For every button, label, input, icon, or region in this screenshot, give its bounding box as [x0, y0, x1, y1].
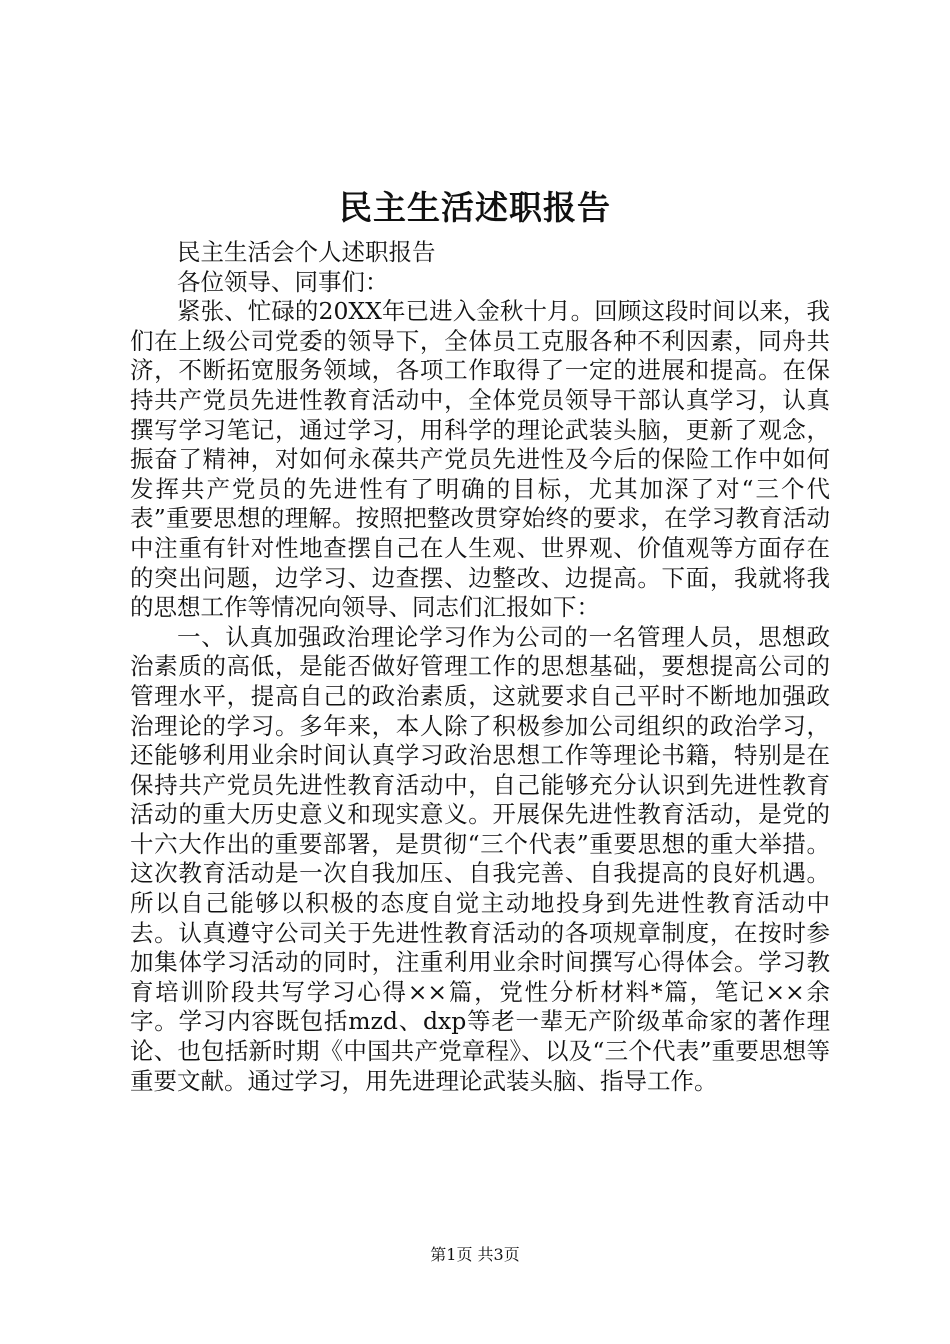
salutation-paragraph: 各位领导、同事们：	[177, 267, 389, 296]
intro-paragraph: 紧张、忙碌的20XX年已进入金秋十月。回顾这段时间以来，我们在上级公司党委的领导下，全体员工克服各种不利因素，同舟共济，不断拓宽服务领域，各项工作取得了一定的进展和提高。在保持共产党员先进性教育活动中，全体党员领导干部认真学习，认真撰写学习笔记，通过学习，用科学的理论武装头脑，更新了观念，振奋了精神，对如何永葆共产党员先进性及今后的保险工作中如何发挥共产党员的先进性有了明确的目标，尤其加深了对“三个代表”重要思想的理解。按照把整改贯穿始终的要求，在学习教育活动中注重有针对性地查摆自己在人生观、世界观、价值观等方面存在的突出问题，边学习、边查摆、边整改、边提高。下面，我就将我的思想工作等情况向领导、同志们汇报如下：	[130, 297, 830, 622]
section-one-paragraph: 一、认真加强政治理论学习作为公司的一名管理人员，思想政治素质的高低，是能否做好管理工作的思想基础，要想提高公司的管理水平，提高自己的政治素质，这就要求自己平时不断地加强政治理论的学习。多年来，本人除了积极参加公司组织的政治学习，还能够利用业余时间认真学习政治思想工作等理论书籍，特别是在保持共产党员先进性教育活动中，自己能够充分认识到先进性教育活动的重大历史意义和现实意义。开展保先进性教育活动，是党的十六大作出的重要部署，是贯彻“三个代表”重要思想的重大举措。这次教育活动是一次自我加压、自我完善、自我提高的良好机遇。所以自己能够以积极的态度自觉主动地投身到先进性教育活动中去。认真遵守公司关于先进性教育活动的各项规章制度，在按时参加集体学习活动的同时，注重利用业余时间撰写心得体会。学习教育培训阶段共写学习心得××篇，党性分析材料*篇，笔记××余字。学习内容既包括mzd、dxp等老一辈无产阶级革命家的著作理论、也包括新时期《中国共产党章程》、以及“三个代表”重要思想等重要文献。通过学习，用先进理论武装头脑、指导工作。	[130, 622, 830, 1095]
page-footer: 第1页 共3页	[430, 1245, 520, 1264]
document-title: 民主生活述职报告	[339, 188, 611, 227]
subtitle-paragraph: 民主生活会个人述职报告	[177, 238, 436, 266]
document-body	[130, 238, 830, 1096]
